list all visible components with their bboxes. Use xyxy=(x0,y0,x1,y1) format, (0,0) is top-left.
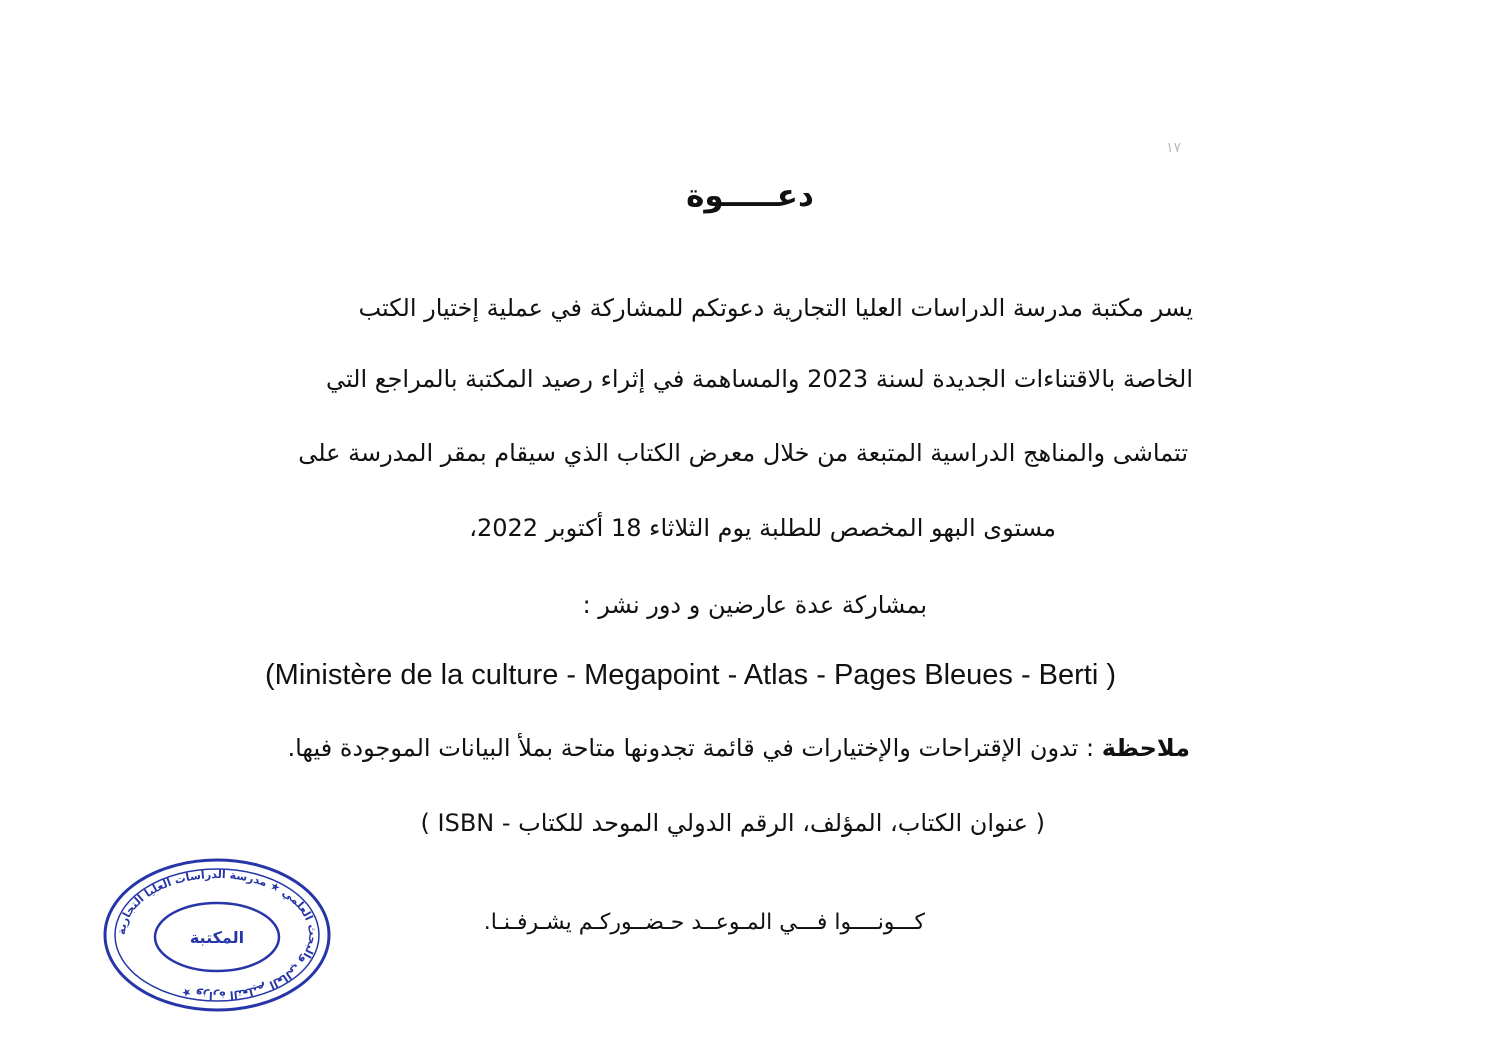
paragraph-line-1: يسر مكتبة مدرسة الدراسات العليا التجارية دعوتكم للمشاركة في عملية إختيار الكتب xyxy=(358,294,1193,322)
note-text: : تدون الإقتراحات والإختيارات في قائمة تجدونها متاحة بملأ البيانات الموجودة فيها. xyxy=(287,734,1102,762)
participation-line: بمشاركة عدة عارضين و دور نشر : xyxy=(582,591,927,619)
corner-mark: ١٧ xyxy=(1166,140,1182,156)
required-fields-line: ( عنوان الكتاب، المؤلف، الرقم الدولي الموحد للكتاب - ISBN ) xyxy=(420,809,1045,837)
svg-text:المكتبة: المكتبة xyxy=(189,928,245,947)
paragraph-line-2: الخاصة بالاقتناءات الجديدة لسنة 2023 والمساهمة في إثراء رصيد المكتبة بالمراجع التي xyxy=(325,365,1193,393)
library-stamp-seal xyxy=(100,855,335,1015)
svg-text:وزارة التعليم العالي والبحث ال: وزارة التعليم العالي والبحث العلمي ★ مدرسة الدراسات العليا التجارية ★ xyxy=(114,867,320,1003)
publishers-list: (Ministère de la culture - Megapoint - Atlas - Pages Bleues - Berti ) xyxy=(265,659,1117,691)
paragraph-line-3: تتماشى والمناهج الدراسية المتبعة من خلال معرض الكتاب الذي سيقام بمقر المدرسة على xyxy=(298,439,1188,467)
paragraph-line-4: مستوى البهو المخصص للطلبة يوم الثلاثاء 18 أكتوبر 2022، xyxy=(469,514,1056,542)
note-label: ملاحظة xyxy=(1101,734,1190,762)
closing-line: كـــونــــوا فـــي المـوعــد حـضــوركـم يشـرفـنـا. xyxy=(483,910,925,935)
document-title: دعـــــوة xyxy=(686,178,814,214)
note-line xyxy=(287,736,1190,760)
